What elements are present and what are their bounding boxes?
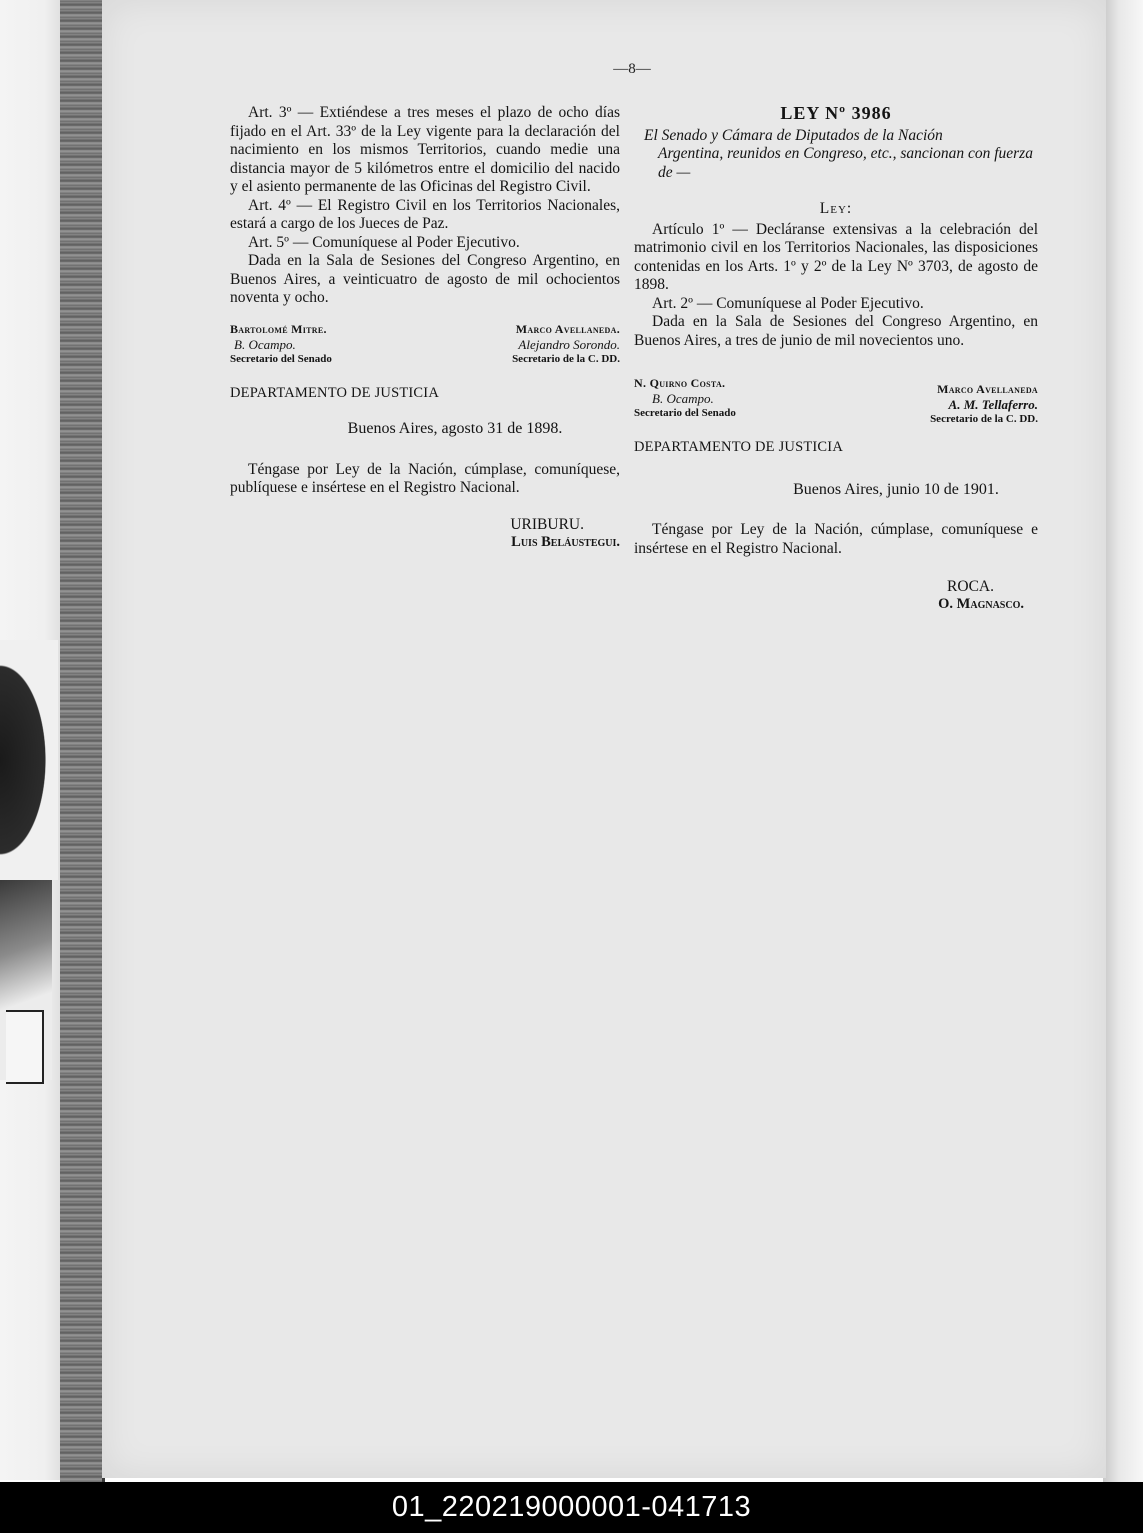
- right-senate-role: Secretario del Senado: [634, 407, 736, 419]
- right-deputies-president-name: Marco Avellaneda: [937, 382, 1038, 396]
- right-department-heading: DEPARTAMENTO DE JUSTICIA: [634, 439, 844, 455]
- right-president-signature: ROCA.: [947, 578, 994, 595]
- left-decree-text: Téngase por Ley de la Nación, cúmplase, comuníquese, publíquese e insértese en el Registro Nacional.: [230, 460, 620, 496]
- right-minister-signature: O. Magnasco.: [938, 596, 1024, 612]
- right-column: [634, 104, 1038, 614]
- right-signature-block: [634, 376, 1038, 434]
- right-signature-deputies: [930, 382, 1038, 427]
- left-dada-paragraph: Dada en la Sala de Sesiones del Congreso Argentino, en Buenos Aires, a veinticuatro de agosto de mil ochocientos noventa y ocho.: [230, 252, 620, 306]
- left-deputies-role: Secretario de la C. DD.: [512, 352, 620, 365]
- right-senate-secretary: B. Ocampo.: [652, 391, 714, 406]
- left-signature-senate: [230, 322, 332, 367]
- right-deputies-secretary: A. M. Tellaferro.: [948, 397, 1038, 412]
- left-president-signature: URIBURU.: [510, 515, 584, 533]
- page-number: —8—: [613, 61, 651, 77]
- page-edge-right: [1103, 0, 1143, 1482]
- right-decree-text: Téngase por Ley de la Nación, cúmplase, comuníquese e insértese en el Registro Nacional.: [634, 521, 1038, 557]
- left-deputies-president-name: Marco Avellaneda.: [515, 321, 620, 336]
- left-deputies-secretary: Alejandro Sorondo.: [518, 336, 620, 352]
- left-senate-role: Secretario del Senado: [230, 352, 332, 365]
- book-spine: [60, 0, 105, 1482]
- right-deputies-role: Secretario de la C. DD.: [930, 413, 1038, 425]
- law-preamble-line-1: El Senado y Cámara de Diputados de la Nación: [644, 126, 943, 144]
- scan-paper-fragment: [6, 1010, 44, 1084]
- left-department-heading: DEPARTAMENTO DE JUSTICIA: [230, 384, 440, 401]
- left-senate-secretary: B. Ocampo.: [234, 336, 296, 352]
- right-date-line: Buenos Aires, junio 10 de 1901.: [793, 480, 999, 498]
- right-signature-senate: [634, 376, 736, 421]
- left-column: [230, 104, 620, 551]
- scan-shadow-left: [0, 640, 58, 880]
- left-article-3: Art. 3º — Extiéndese a tres meses el plazo de ocho días fijado en el Art. 33º de la Ley vigente para la declaración del nacimiento en los mismos Territorios, cuando medie una distancia mayor de 5 kilómetros entre el domicilio del nacido y el asiento permanente de las Oficinas del Registro Civil.: [230, 104, 620, 195]
- left-article-5: Art. 5º — Comuníquese al Poder Ejecutivo.: [248, 233, 520, 251]
- scan-id-footer: 01_220219000001-041713: [0, 1482, 1143, 1533]
- ley-label: Ley:: [819, 200, 853, 217]
- left-senate-president-name: Bartolomé Mitre.: [230, 321, 327, 336]
- left-date-line: Buenos Aires, agosto 31 de 1898.: [347, 420, 563, 437]
- left-article-4: Art. 4º — El Registro Civil en los Territorios Nacionales, estará a cargo de los Jueces de Paz.: [230, 196, 620, 232]
- right-senate-president-name: N. Quirno Costa.: [634, 376, 726, 390]
- left-signature-block: [230, 322, 620, 380]
- right-article-2: Art. 2º — Comuníquese al Poder Ejecutivo.: [652, 294, 924, 312]
- right-article-1: Artículo 1º — Decláranse extensivas a la celebración del matrimonio civil en los Territorios Nacionales, las disposiciones contenidas en los Arts. 1º y 2º de la Ley Nº 3703, de agosto de 1898.: [634, 220, 1038, 293]
- law-title: LEY Nº 3986: [780, 103, 892, 123]
- right-dada-paragraph: Dada en la Sala de Sesiones del Congreso Argentino, en Buenos Aires, a tres de junio de mil novecientos uno.: [634, 313, 1038, 349]
- left-minister-signature: Luis Beláustegui.: [511, 533, 620, 550]
- left-signature-deputies: [512, 322, 620, 367]
- law-preamble-line-2: Argentina, reunidos en Congreso, etc., sancionan con fuerza de —: [658, 145, 1033, 181]
